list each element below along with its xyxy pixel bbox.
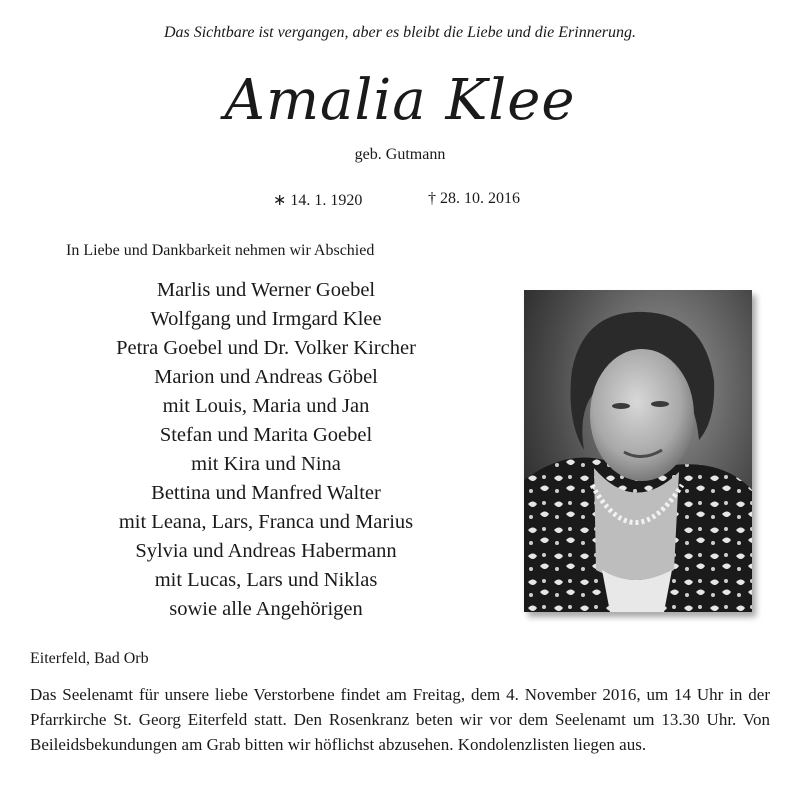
mourners-list [60,276,472,624]
mourner-line: sowie alle Angehörigen [169,598,363,620]
mourner-line: Wolfgang und Irmgard Klee [150,308,382,330]
mourner-line: mit Kira und Nina [191,453,341,475]
mourner-line: Marion und Andreas Göbel [154,366,378,388]
deceased-name: Amalia Klee [224,68,576,133]
motto: Das Sichtbare ist vergangen, aber es bleibt die Liebe und die Erinnerung. [163,24,637,41]
mourner-line: mit Louis, Maria und Jan [162,395,370,417]
death-date: † 28. 10. 2016 [428,190,520,207]
portrait-photo [524,290,752,612]
mourner-line: Stefan und Marita Goebel [159,424,373,446]
mourner-line: Marlis und Werner Goebel [156,279,376,301]
mourner-line: mit Lucas, Lars und Niklas [154,569,378,591]
place-line: Eiterfeld, Bad Orb [30,650,149,667]
mourner-line: Bettina und Manfred Walter [151,482,381,504]
mourner-line: Petra Goebel und Dr. Volker Kircher [116,337,416,359]
maiden-name: geb. Gutmann [354,146,446,163]
birth-date: ∗ 14. 1. 1920 [273,192,363,209]
farewell-line: In Liebe und Dankbarkeit nehmen wir Abschied [66,242,375,259]
mourner-line: mit Leana, Lars, Franca und Marius [118,511,414,533]
mourner-line: Sylvia und Andreas Habermann [135,540,397,562]
funeral-notice: Das Seelenamt für unsere liebe Verstorbene findet am Freitag, dem 4. November 2016, um 14 Uhr in der Pfarrkirche St. Georg Eiterfeld statt. Den Rosenkranz beten wir vor dem Seelenamt um 13.30 Uhr. Von Beileidsbekundungen am Grab bitten wir höflichst abzusehen. Kondolenzlisten liegen aus. [30,685,770,754]
